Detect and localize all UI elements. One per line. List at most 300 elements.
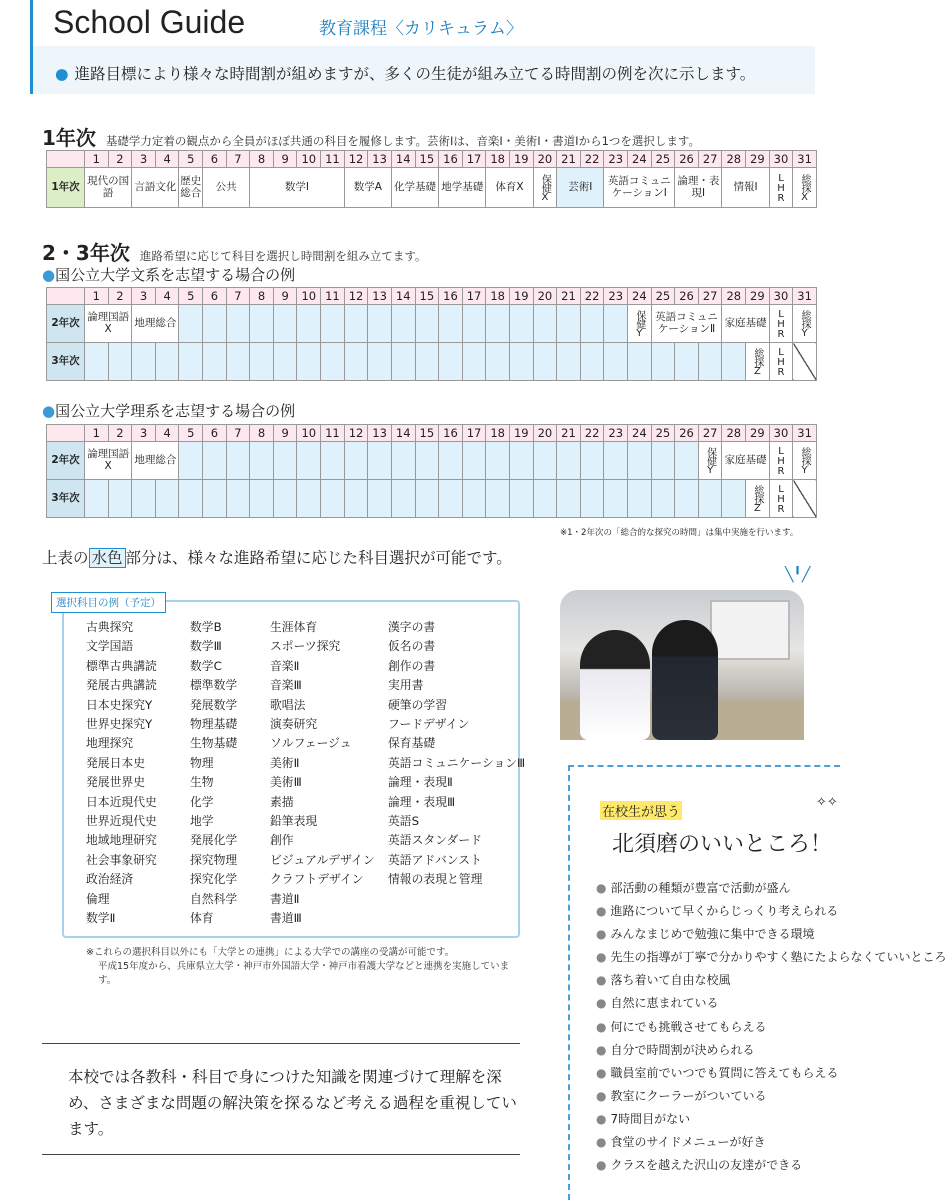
corner-cell <box>47 151 85 168</box>
empty-cell <box>226 480 250 518</box>
empty-cell <box>698 343 722 381</box>
period-number: 5 <box>179 288 203 305</box>
period-number: 10 <box>297 151 321 168</box>
period-number: 2 <box>108 288 132 305</box>
empty-cell <box>368 480 392 518</box>
subject-item: フードデザイン <box>388 717 470 732</box>
subject-item: 日本近現代史 <box>86 794 157 809</box>
empty-cell <box>321 442 345 480</box>
good-point-item <box>596 1085 947 1108</box>
empty-cell <box>675 442 699 480</box>
photo-window <box>710 600 790 660</box>
empty-cell <box>344 442 368 480</box>
subject-item: スポーツ探究 <box>270 639 341 654</box>
timetable-note: ※1・2年次の「総合的な探究の時間」は集中実施を行います。 <box>560 528 799 538</box>
empty-cell <box>604 305 628 343</box>
subject-item: 発展古典講読 <box>86 678 157 693</box>
period-number: 23 <box>604 288 628 305</box>
year23-desc: 進路希望に応じて科目を選択し時間割を組み立てます。 <box>139 249 427 263</box>
period-number: 21 <box>557 288 581 305</box>
empty-cell <box>391 343 415 381</box>
empty-cell <box>557 343 581 381</box>
period-number: 3 <box>132 425 156 442</box>
subjects-column-1 <box>86 618 157 929</box>
empty-cell <box>368 343 392 381</box>
good-point-text: 自分で時間割が決められる <box>610 1042 755 1057</box>
period-number: 28 <box>722 151 746 168</box>
empty-cell <box>391 305 415 343</box>
empty-cell <box>226 442 250 480</box>
period-number: 24 <box>628 151 652 168</box>
subject-item: 素描 <box>270 794 294 809</box>
subjects-footnote <box>86 946 516 988</box>
good-point-text: 教室にクーラーがついている <box>610 1088 767 1103</box>
period-number: 9 <box>273 151 297 168</box>
timetable-bunkei <box>46 287 817 381</box>
subject-item: 生物 <box>190 775 214 790</box>
period-number: 17 <box>462 425 486 442</box>
row-label: 3年次 <box>47 480 85 518</box>
subject-item: 発展数学 <box>190 697 238 712</box>
period-number: 2 <box>108 425 132 442</box>
empty-cell <box>651 442 675 480</box>
subject-item: 化学 <box>190 794 214 809</box>
good-point-text: みんなまじめで勉強に集中できる環境 <box>610 927 815 942</box>
period-number: 18 <box>486 425 510 442</box>
timetable-row <box>47 442 817 480</box>
period-number: 9 <box>273 288 297 305</box>
subject-cell: 公共 <box>203 168 250 208</box>
period-number: 14 <box>391 425 415 442</box>
period-number: 1 <box>85 151 109 168</box>
period-number: 15 <box>415 288 439 305</box>
period-number: 15 <box>415 151 439 168</box>
empty-cell <box>580 343 604 381</box>
subject-item: クラフトデザイン <box>270 872 364 887</box>
mizuiro-post: 部分は、様々な進路希望に応じた科目選択が可能です。 <box>125 549 512 567</box>
subject-item: 音楽Ⅲ <box>270 678 302 693</box>
empty-cell <box>344 305 368 343</box>
page-title: School Guide <box>53 4 246 40</box>
subject-item: 英語S <box>388 814 420 829</box>
subject-cell: 数学A <box>344 168 391 208</box>
period-number: 8 <box>250 425 274 442</box>
good-point-text: 落ち着いて自由な校風 <box>610 973 731 988</box>
timetable-rikei <box>46 424 817 518</box>
period-number: 16 <box>439 425 463 442</box>
subject-item: 生物基礎 <box>190 736 238 751</box>
intro-banner <box>30 46 815 94</box>
empty-cell <box>557 480 581 518</box>
subject-item: 発展化学 <box>190 833 238 848</box>
empty-cell <box>486 442 510 480</box>
bullet-icon: ● <box>596 881 607 895</box>
bullet-icon: ● <box>55 65 69 83</box>
empty-cell <box>557 442 581 480</box>
empty-cell <box>297 305 321 343</box>
empty-cell <box>675 480 699 518</box>
empty-cell <box>250 442 274 480</box>
period-number: 10 <box>297 288 321 305</box>
subject-item: 発展世界史 <box>86 775 145 790</box>
timetable-row <box>47 480 817 518</box>
subject-cell: LHR <box>769 168 793 208</box>
good-point-text: 職員室前でいつでも質問に答えてもらえる <box>610 1065 839 1080</box>
period-number-row <box>47 288 817 305</box>
empty-cell <box>226 305 250 343</box>
subject-item: 創作 <box>270 833 294 848</box>
subject-cell: 保健X <box>533 168 557 208</box>
good-point-item <box>596 1154 947 1177</box>
corner-cell <box>47 425 85 442</box>
period-number: 25 <box>651 151 675 168</box>
subject-item: 文学国語 <box>86 639 134 654</box>
period-number: 1 <box>85 425 109 442</box>
empty-cell <box>250 305 274 343</box>
period-number: 5 <box>179 425 203 442</box>
subject-item: 数学B <box>190 620 222 634</box>
subject-item: 論理・表現Ⅱ <box>388 775 453 790</box>
period-number: 4 <box>155 151 179 168</box>
empty-cell <box>628 480 652 518</box>
good-point-text: 自然に恵まれている <box>610 996 719 1011</box>
subject-item: ソルフェージュ <box>270 736 352 751</box>
empty-cell <box>321 343 345 381</box>
empty-cell <box>651 343 675 381</box>
subject-cell: 論理国語X <box>85 305 132 343</box>
subjects-column-2 <box>190 618 237 929</box>
period-number: 13 <box>368 425 392 442</box>
empty-cell <box>179 480 203 518</box>
empty-cell <box>297 480 321 518</box>
good-point-text: 部活動の種類が豊富で活動が盛ん <box>610 881 791 895</box>
subject-cell: 保健Y <box>628 305 652 343</box>
subject-item: 地理探究 <box>86 736 134 751</box>
empty-cell <box>651 480 675 518</box>
photo-student-2 <box>652 620 718 740</box>
classroom-photo <box>560 590 804 740</box>
empty-cell <box>486 480 510 518</box>
empty-cell <box>486 305 510 343</box>
good-point-item <box>596 1039 947 1062</box>
bullet-icon: ● <box>596 1158 607 1173</box>
subject-cell: 芸術Ⅰ <box>557 168 604 208</box>
subject-cell: 体育X <box>486 168 533 208</box>
period-number: 18 <box>486 288 510 305</box>
empty-cell <box>368 442 392 480</box>
bullet-icon: ● <box>596 950 607 965</box>
row-label: 3年次 <box>47 343 85 381</box>
empty-cell <box>462 442 486 480</box>
good-point-text: クラスを越えた沢山の友達ができる <box>610 1158 803 1173</box>
period-number: 18 <box>486 151 510 168</box>
period-number: 9 <box>273 425 297 442</box>
subject-item: 数学Ⅲ <box>190 639 222 654</box>
empty-cell <box>344 480 368 518</box>
subject-item: 実用書 <box>388 678 424 693</box>
subject-item: 探究化学 <box>190 872 238 887</box>
empty-cell <box>391 480 415 518</box>
subject-item: 英語アドバンスト <box>388 852 482 867</box>
subject-item: 美術Ⅱ <box>270 755 300 770</box>
period-number: 25 <box>651 288 675 305</box>
subject-cell: 化学基礎 <box>391 168 438 208</box>
period-number: 21 <box>557 425 581 442</box>
bullet-icon: ● <box>596 1088 607 1103</box>
subject-item: 英語コミュニケーションⅢ <box>388 755 526 770</box>
footnote-line-1: ※これらの選択科目以外にも「大学との連携」による大学での講座の受講が可能です。 <box>86 947 455 958</box>
subject-item: 書道Ⅲ <box>270 911 302 926</box>
period-number: 30 <box>769 288 793 305</box>
period-number: 22 <box>580 425 604 442</box>
empty-cell <box>462 305 486 343</box>
subject-item: 探究物理 <box>190 852 238 867</box>
mizuiro-pre: 上表の <box>42 549 89 567</box>
empty-cell <box>203 442 227 480</box>
row-label: 2年次 <box>47 305 85 343</box>
empty-cell <box>179 305 203 343</box>
footnote-line-2: 平成15年度から、兵庫県立大学・神戸市外国語大学・神戸市看護大学などと連携を実施しています。 <box>98 961 510 986</box>
empty-cell <box>415 305 439 343</box>
row-label: 2年次 <box>47 442 85 480</box>
subject-cell: 言語文化 <box>132 168 179 208</box>
good-point-item <box>596 969 947 992</box>
empty-cell <box>793 480 817 518</box>
period-number: 8 <box>250 288 274 305</box>
empty-cell <box>108 480 132 518</box>
empty-cell <box>132 343 156 381</box>
empty-cell <box>604 442 628 480</box>
empty-cell <box>273 480 297 518</box>
page-subtitle: 教育課程〈カリキュラム〉 <box>319 19 523 39</box>
empty-cell <box>533 480 557 518</box>
subject-item: 標準古典講読 <box>86 658 157 673</box>
subject-item: 政治経済 <box>86 872 134 887</box>
subject-item: 日本史探究Y <box>86 697 153 712</box>
period-number: 26 <box>675 425 699 442</box>
bunkei-label-row <box>42 264 295 285</box>
subject-item: 英語スタンダード <box>388 833 482 848</box>
subject-cell: 歴史総合 <box>179 168 203 208</box>
subject-cell: 地理総合 <box>132 305 179 343</box>
empty-cell <box>604 480 628 518</box>
mizuiro-line <box>42 546 512 568</box>
empty-cell <box>321 480 345 518</box>
photo-student-1 <box>580 630 650 740</box>
period-number: 19 <box>509 151 533 168</box>
period-number: 11 <box>321 151 345 168</box>
subject-item: 世界史探究Y <box>86 717 153 732</box>
rikei-label-row <box>42 400 295 421</box>
subject-cell: 地理総合 <box>132 442 179 480</box>
period-number: 5 <box>179 151 203 168</box>
empty-cell <box>155 480 179 518</box>
empty-cell <box>462 480 486 518</box>
period-number: 27 <box>698 151 722 168</box>
period-number: 30 <box>769 151 793 168</box>
empty-cell <box>297 343 321 381</box>
subjects-column-4 <box>388 618 525 890</box>
period-number: 29 <box>746 425 770 442</box>
period-number: 31 <box>793 288 817 305</box>
subject-cell: 総探Z <box>746 480 770 518</box>
subject-cell: 地学基礎 <box>439 168 486 208</box>
subject-item: 仮名の書 <box>388 639 436 654</box>
empty-cell <box>415 442 439 480</box>
period-number: 1 <box>85 288 109 305</box>
period-number: 14 <box>391 151 415 168</box>
subject-cell: 現代の国語 <box>85 168 132 208</box>
empty-cell <box>509 442 533 480</box>
good-points-list <box>596 877 947 1177</box>
empty-cell <box>203 343 227 381</box>
period-number: 19 <box>509 425 533 442</box>
period-number: 15 <box>415 425 439 442</box>
subject-item: 地学 <box>190 814 214 829</box>
period-number: 6 <box>203 288 227 305</box>
period-number: 11 <box>321 425 345 442</box>
empty-cell <box>486 343 510 381</box>
subject-cell: 家庭基礎 <box>722 442 769 480</box>
empty-cell <box>179 343 203 381</box>
empty-cell <box>580 305 604 343</box>
period-number: 31 <box>793 425 817 442</box>
timetable-row <box>47 343 817 381</box>
year1-desc: 基礎学力定着の観点から全員がほぼ共通の科目を履修します。芸術Ⅰは、音楽Ⅰ・美術Ⅰ・書道Ⅰから1つを選択します。 <box>105 134 700 148</box>
subject-item: 数学C <box>190 658 222 673</box>
good-point-text: 進路について早くからじっくり考えられる <box>610 904 839 919</box>
subject-item: 世界近現代史 <box>86 814 157 829</box>
period-number: 20 <box>533 425 557 442</box>
period-number: 20 <box>533 151 557 168</box>
period-number: 25 <box>651 425 675 442</box>
subject-item: 鉛筆表現 <box>270 814 318 829</box>
period-number: 17 <box>462 151 486 168</box>
empty-cell <box>580 480 604 518</box>
rikei-label: 国公立大学理系を志望する場合の例 <box>55 402 296 420</box>
good-points-box <box>568 765 947 1200</box>
empty-cell <box>155 343 179 381</box>
period-number: 17 <box>462 288 486 305</box>
subject-item: 漢字の書 <box>388 620 436 634</box>
subject-cell: 英語コミュニケーションⅡ <box>651 305 722 343</box>
period-number: 13 <box>368 288 392 305</box>
bullet-icon: ● <box>596 927 607 942</box>
subject-cell: 総探Y <box>793 305 817 343</box>
good-point-item <box>596 1108 947 1131</box>
subject-cell: LHR <box>769 305 793 343</box>
timetable-row <box>47 168 817 208</box>
good-point-text: 食堂のサイドメニューが好き <box>610 1135 766 1150</box>
mizuiro-box: 水色 <box>89 548 126 568</box>
empty-cell <box>415 480 439 518</box>
empty-cell <box>179 442 203 480</box>
period-number: 12 <box>344 288 368 305</box>
period-number: 22 <box>580 151 604 168</box>
period-number: 21 <box>557 151 581 168</box>
subject-item: 創作の書 <box>388 658 436 673</box>
good-point-item <box>596 877 947 900</box>
period-number: 8 <box>250 151 274 168</box>
empty-cell <box>321 305 345 343</box>
subject-item: 社会事象研究 <box>86 852 157 867</box>
good-point-item <box>596 900 947 923</box>
year23-heading-row <box>42 237 426 266</box>
period-number: 27 <box>698 288 722 305</box>
bunkei-label: 国公立大学文系を志望する場合の例 <box>55 266 296 284</box>
subject-item: 情報の表現と管理 <box>388 872 483 887</box>
subject-item: 歌唱法 <box>270 697 306 712</box>
period-number: 4 <box>155 425 179 442</box>
subject-item: 数学Ⅱ <box>86 911 116 926</box>
empty-cell <box>439 442 463 480</box>
subject-cell: 家庭基礎 <box>722 305 769 343</box>
subject-item: 古典探究 <box>86 620 134 634</box>
bullet-icon: ● <box>596 904 607 919</box>
good-points-title: 北須磨のいいところ！ <box>612 832 833 857</box>
period-number: 30 <box>769 425 793 442</box>
empty-cell <box>439 480 463 518</box>
empty-cell <box>439 305 463 343</box>
period-number: 3 <box>132 151 156 168</box>
period-number: 14 <box>391 288 415 305</box>
subject-item: 発展日本史 <box>86 755 145 770</box>
bullet-icon: ● <box>596 1065 607 1080</box>
subject-cell: 総探Z <box>746 343 770 381</box>
bullet-icon: ● <box>596 1019 607 1034</box>
empty-cell <box>580 442 604 480</box>
empty-cell <box>439 343 463 381</box>
bullet-icon: ● <box>596 1111 607 1126</box>
empty-cell <box>85 343 109 381</box>
subject-cell: 論理国語X <box>85 442 132 480</box>
year1-heading-row <box>42 122 700 151</box>
empty-cell <box>85 480 109 518</box>
subject-cell: 論理・表現Ⅰ <box>675 168 722 208</box>
bullet-icon: ● <box>42 266 56 284</box>
intro-text: 進路目標により様々な時間割が組めますが、多くの生徒が組み立てる時間割の例を次に示します。 <box>74 65 756 83</box>
empty-cell <box>509 305 533 343</box>
empty-cell <box>533 305 557 343</box>
corner-cell <box>47 288 85 305</box>
empty-cell <box>793 343 817 381</box>
period-number-row <box>47 425 817 442</box>
subject-item: 演奏研究 <box>270 717 318 732</box>
subject-item: 保育基礎 <box>388 736 436 751</box>
subject-item: 物理基礎 <box>190 717 238 732</box>
bullet-icon: ● <box>42 402 56 420</box>
period-number: 6 <box>203 425 227 442</box>
period-number: 22 <box>580 288 604 305</box>
bullet-icon: ● <box>596 1135 607 1150</box>
empty-cell <box>509 343 533 381</box>
statement-text: 本校では各教科・科目で身につけた知識を関連づけて理解を深め、さまざまな問題の解決策を探るなど考える過程を重視しています。 <box>68 1068 517 1138</box>
subject-item: 美術Ⅲ <box>270 775 302 790</box>
subject-cell: 総探X <box>793 168 817 208</box>
subject-item: 標準数学 <box>190 678 238 693</box>
good-point-item <box>596 923 947 946</box>
period-number: 26 <box>675 288 699 305</box>
timetable-row <box>47 305 817 343</box>
subject-item: 倫理 <box>86 891 110 906</box>
empty-cell <box>533 442 557 480</box>
period-number: 12 <box>344 425 368 442</box>
period-number: 23 <box>604 151 628 168</box>
empty-cell <box>273 305 297 343</box>
good-point-item <box>596 946 947 969</box>
subject-item: 地域地理研究 <box>86 833 157 848</box>
empty-cell <box>675 343 699 381</box>
